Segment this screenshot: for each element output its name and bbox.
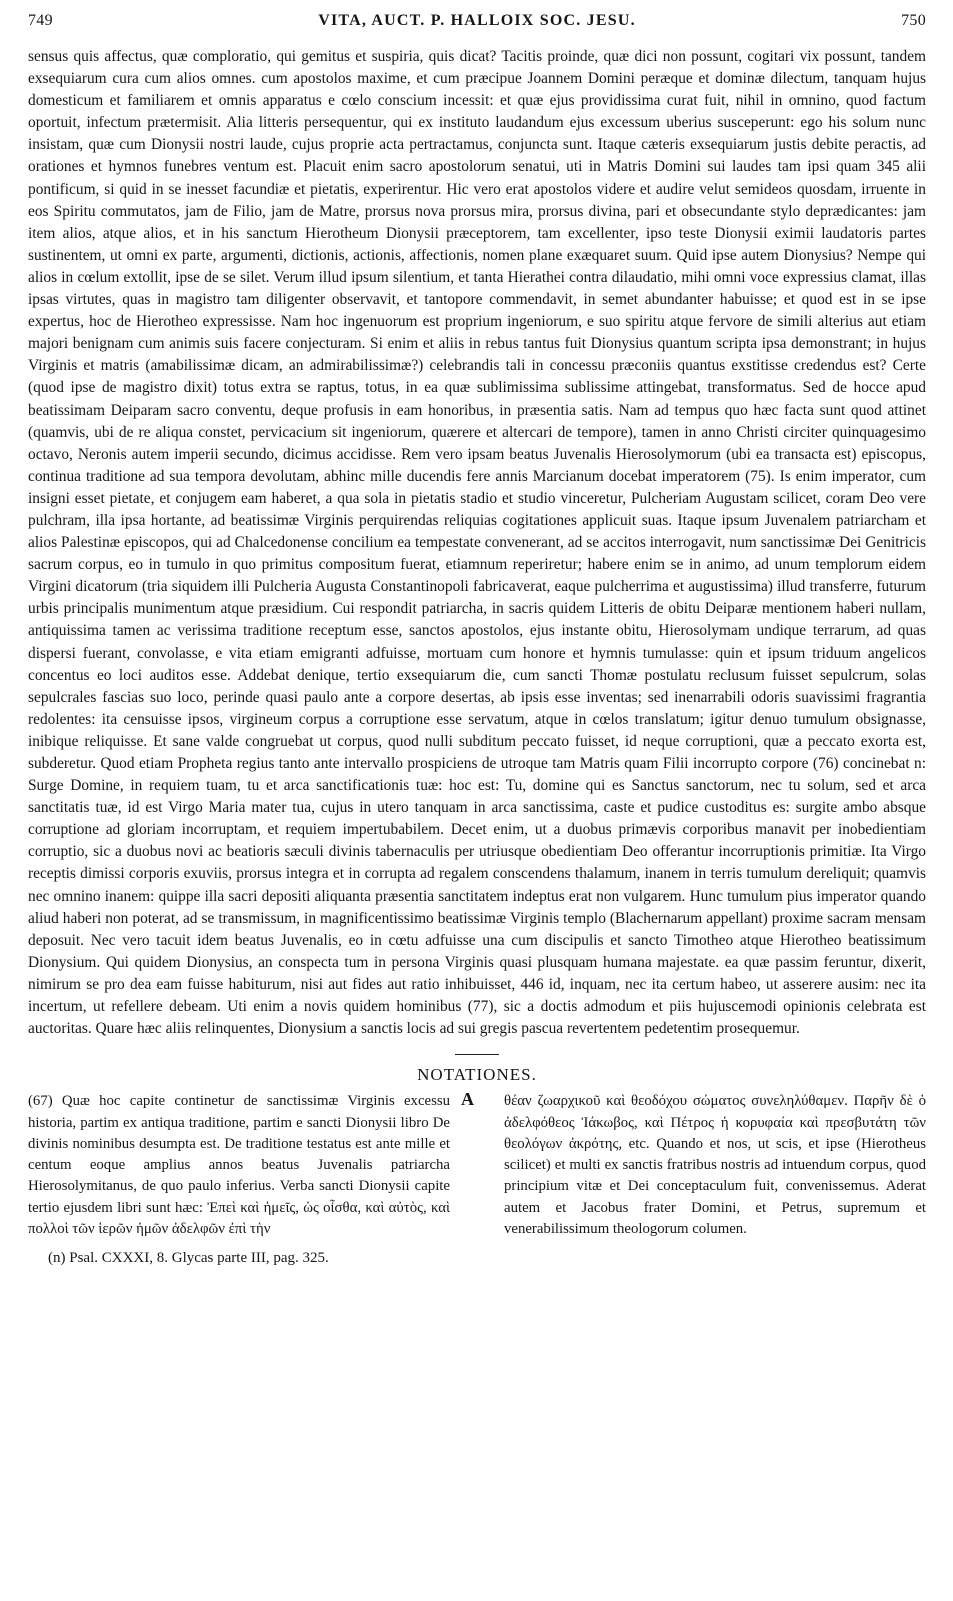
notes-left-column (28, 1089, 474, 1269)
section-divider (455, 1054, 499, 1055)
running-header (28, 12, 926, 38)
notes-right-column: θέαν ζωαρχικοῦ καὶ θεοδόχου σώματος συνεληλύθαμεν. Παρῆν δὲ ὁ ἀδελφόθεος Ἰάκωβος, καὶ Πέτρος ἡ κορυφαία καὶ πρεσβυτάτη τῶν θεολόγων ἀκρότης, etc. Quando et nos, ut scis, et ipse (Hierotheus scilicet) et multi ex sanctis fratribus nostris ad intuendum corpus, quod principium vitæ et Dei conceptaculum fuit, convenissemus. Aderat autem et Jacobus frater Domini, et Petrus, supremum et venerabilissimum theologorum columen. (504, 1093, 926, 1237)
notes-left-text: (67) Quæ hoc capite continetur de sanctissimæ Virginis excessu historia, partim ex antiqua traditione, partim e sancti Dionysii libro De divinis nominibus desumpta est. De traditione testatus est ante mille et centum eoque amplius annos beatus Juvenalis patriarcha Hierosolymitanus, de quo paulo inferius. Verba sancti Dionysii capite tertio ejusdem libri sunt hæc: Ἐπεὶ καὶ ἡμεῖς, ὡς οἶσθα, καὶ αὐτὸς, καὶ πολλοὶ τῶν ἱερῶν ἡμῶν ἀδελφῶν ἐπὶ τὴν (28, 1093, 450, 1237)
left-page-number: 749 (28, 12, 53, 29)
right-page-number: 750 (901, 12, 926, 29)
notes-heading: NOTATIONES. (417, 1065, 537, 1085)
main-text: sensus quis affectus, quæ comploratio, qui gemitus et suspiria, quis dicat? Tacitis proinde, quæ dici non possunt, cogitari vix possunt, tandem exsequiarum cura cum alios omnes. cum apostolos maxime, et cum præcipue Joannem Domini peræque et dominæ dilectum, tanquam hujus domesticum et familiarem et omnis apparatus e cœlo conscium incessit: et quæ ejus providissima curat fuit, nihil in omnino, quod factum oportuit, infectum prætermisit. Alia litteris persequentur, qui ex instituto laudandum ejus excessum uberius susceperunt: ego his solum nunc insistam, quæ cum Dionysii nostri laude, cujus proprie acta pertractamus, conjuncta sunt. Itaque cæteris exsequiarum justis debite peractis, ad orationes et hymnos funebres ventum est. Placuit enim sacro apostolorum senatui, uti in Matris Domini sui laudes tam ipsi quam 345 alii pontificum, si quid in se inesset facundiæ et pietatis, experirentur. Hic vero erat apostolos videre et audire velut semideos quosdam, irruente in eos Spiritu commutatos, jam de Filio, jam de Matre, prorsus nova prorsus mira, prorsus divina, pari et obsecundante stylo deprædicantes: jam item alios, atque alios, et in his sanctum Hierotheum Dionysii præceptorem, tam excellenter, ipso teste Dionysii eximii laudatoris partes sustinentem, ut omni ex parte, argumenti, dictionis, actionis, affectionis, nomen plane exæquaret suum. Quid ipse autem Dionysius? Nempe qui alios in cœlum extollit, ipse de se silet. Verum illud ipsum silentium, et tanta Hierathei contra dilaudatio, mihi omni voce expressius clamat, illas ipsas virtutes, quas in magistro tam diligenter observavit, et tantopore commendavit, in semet abundanter habuisse; et quod est in se ipse expertus, hoc de Hierotheo expressisse. Nam hoc ingenuorum est proprium ingeniorum, e suo spiritu atque fervore de simili alterius aut etiam majori benignam cum animis suis facere conjecturam. Si enim et aliis in rebus tantus fuit Dionysius quantum scripta ipsa demonstrant; in hujus Virginis et matris (amabilissimæ dicam, an admirabilissimæ?) celebrandis tali in concessu præconiis quantus exstitisse credendus est? Certe (quod ipse de magistro dixit) totus extra se raptus, totus, in ea quæ sublimissima sublissime attingebat, transformatus. Sed de hocce apud beatissimam Deiparam sacro conventu, deque profusis in eam honoribus, in præsentia satis. Nam ad tempus quo hæc facta sunt quod attinet (quamvis, ubi de re aliqua constet, pervicacium sit ingeniorum, quærere et altercari de tempore), tamen in anno Christi circiter quinquagesimo octavo, Neronis autem imperii secundo, dicimus accidisse. Rem vero ipsam beatus Juvenalis Hierosolymorum (ubi ea transacta est) episcopus, continua traditione ad sua tempora devolutam, abhinc mille ducendis fere annis Marcianum docebat imperatorem (75). Is enim imperator, cum insigni esset pietate, et conjugem eam haberet, a qua sola in pietatis stadio et studio vinceretur, Pulcheriam Augustam scilicet, coram Deo vere pulchram, illa ipsa hortante, ad beatissimæ Virginis perquirendas reliquias cogitationes applicuit suas. Itaque ipsum Juvenalem patriarcham et alios Palestinæ episcopos, qui ad Chalcedonense concilium ea tempestate convenerant, ad se accitos interrogavit, num sanctissimæ Dei Genitricis sacrum corpus, eo in tumulo in quo primitus compositum fuerat, etiamnum reperiretur; habere enim se in animo, ad unum templorum eidem Virgini dicatorum (tria siquidem illi Pulcheria Augusta Constantinopoli fabricaverat, eaque pulcherrima et augustissima) illud transferre, futurum urbis principalis munimentum atque præsidium. Cui respondit patriarcha, in sacris quidem Litteris de obitu Deiparæ mentionem haberi nullam, antiquissima tamen ac verissima traditione receptum esse, sanctos apostolos, ejus instante obitu, Hierosolymam undique terrarum, ad quas dispersi fuerant, convolasse, e vita etiam emigranti adfuisse, mortuam cum honore et hymnis tumulasse: quin et ipsum triduum angelicos concentus eo loci auditos esse. Addebat denique, tertio exsequiarum die, cum sancti Thomæ postulatu reclusum fuisset sepulcrum, solas sepulcrales fascias suo loco, perinde quasi paulo ante a corpore desertas, ab ipsis esse inventas; sed inenarrabili odoris suavissimi fragrantia redolentes: ita censuisse ipsos, virgineum corpus a corruptione esse servatum, atque in cœlos translatum; igitur denuo tumulum obsignasse, inibique reliquisse. Et sane valde congruebat ut corpus, quod nulli subditum peccato fuisset, id neque corruptioni, quæ a peccato exorta est, subderetur. Quod etiam Propheta regius tanto ante intervallo prospiciens de utroque tam Matris quam Filii incorrupto corpore (76) concinebat n: Surge Domine, in requiem tuam, tu et arca sanctificationis tuæ: hoc est: Tu, domine qui es Sanctus sanctorum, nec tu solum, sed et arca sanctitatis tuæ, id est Virgo Maria mater tua, cujus in utero tanquam in arca sanctissima, caste et pudice custoditus es: surgite ambo absque corruptione ad gloriam incorruptam, et requiem impertubabilem. Decet enim, ut a duobus primævis corporibus manavit per inobedientiam corruptio, sic a duobus novi ac beatioris sæculi divinis tabernaculis per utriusque obedientiam Deo offerantur incorruptionis primitiæ. Ita Virgo receptis dimissi corporis exuviis, prorsus integra et in corrupta ad regalem conscendens thalamum, inanem in terris tumulum dereliquit; quamvis nec omnino inanem: quippe illa sacri depositi aliquanta præsentia sanctitatem indeptus erat non vulgarem. Hunc tumulum pius imperator quando aliud haberi non poterat, ad se transmissum, in magnificentissimo beatissimæ Virginis templo (Blachernarum appellant) proxime sacram mensam deposuit. Nec vero tacuit idem beatus Juvenalis, eo in cœtu adfuisse una cum discipulis et sancto Timotheo atque Hierotheo beatissimum Dionysium. Qui quidem Dionysius, an conspecta tum in persona Virginis quasi plusquam humana majestate. ea quæ passim feruntur, dixerit, nimirum se pro dea eam fuisse habiturum, nisi aut fides aut ratio inhibuisset, 446 id, inquam, nec ita certum habeo, ut asserere ausim: nec ita incertum, ut refellere debeam. Uti enim a novis quidem hominibus (77), sic a doctis admodum et piis hujuscemodi opinionis celebrata est auctoritas. Quare hæc aliis relinquentes, Dionysium a sanctis locis ad sui gregis pascua revertentem pedetentim prosequemur. (28, 48, 926, 1038)
footnote-reference: (n) Psal. CXXXI, 8. Glycas parte III, pag. 325. (48, 1250, 329, 1267)
notes-columns (28, 1091, 926, 1269)
book-page (28, 12, 926, 1270)
column-marker: A (461, 1089, 474, 1110)
running-title: VITA, AUCT. P. HALLOIX SOC. JESU. (318, 12, 636, 29)
